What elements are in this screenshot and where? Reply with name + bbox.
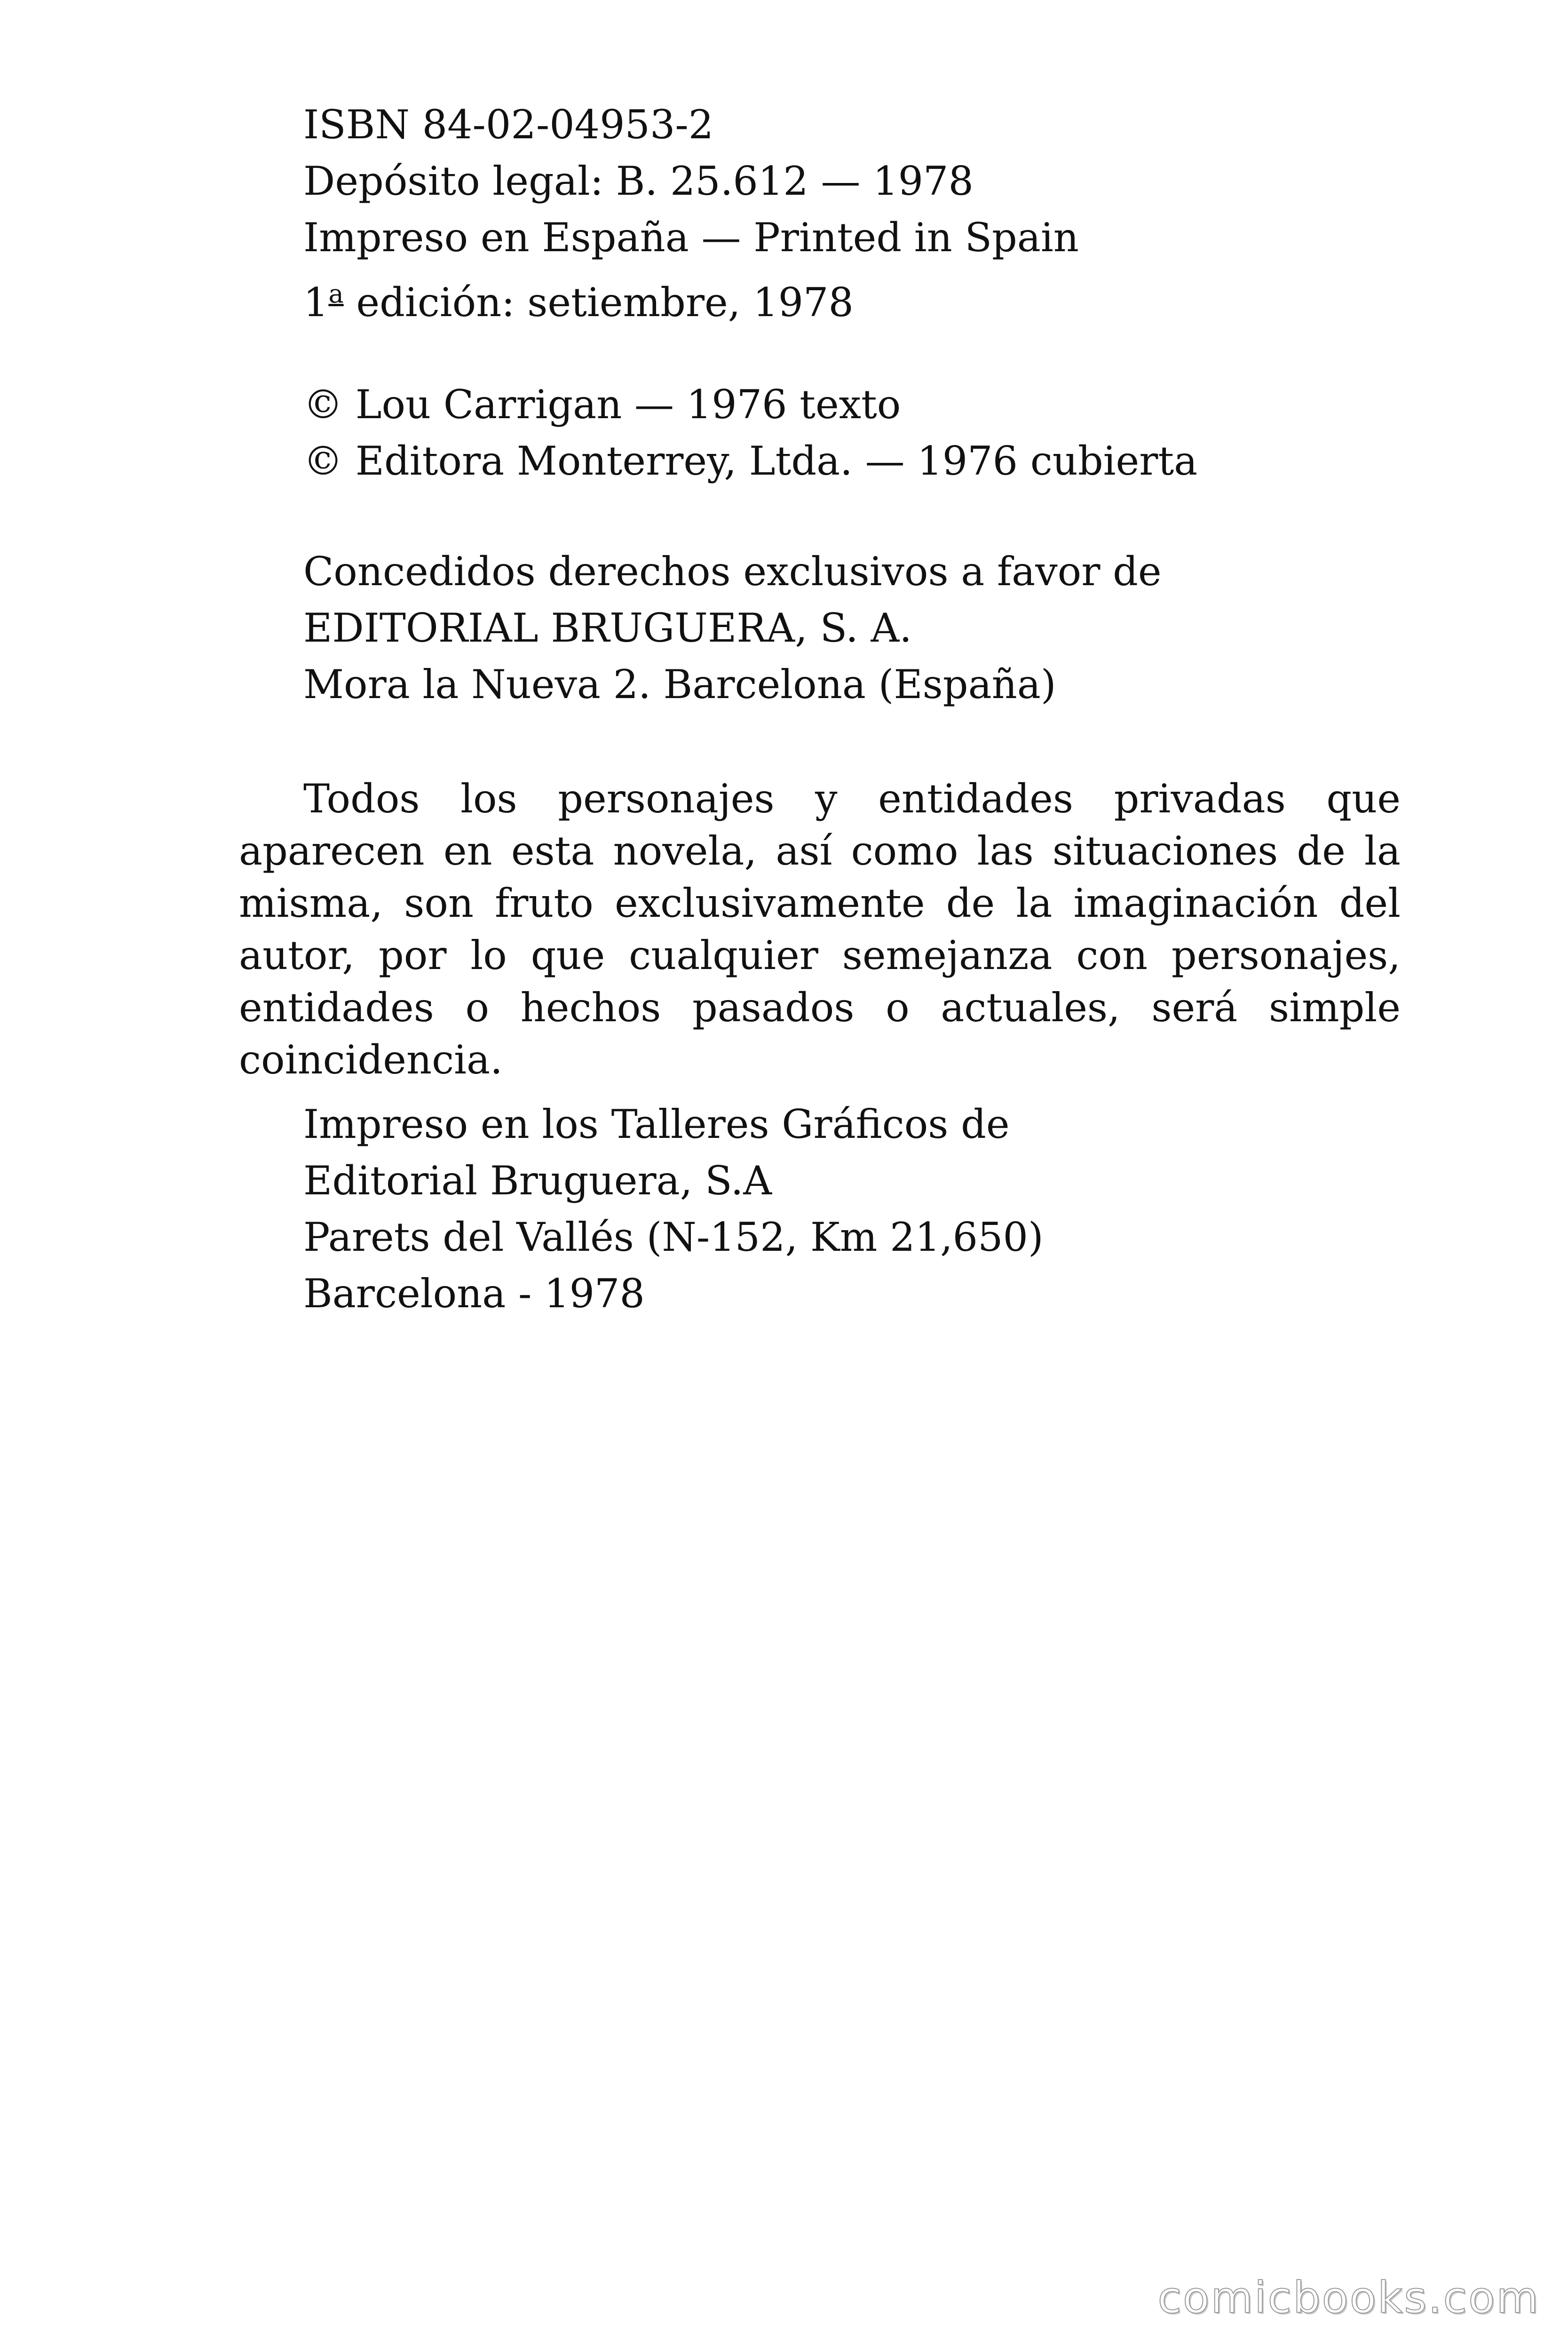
rights-line-2: EDITORIAL BRUGUERA, S. A. <box>303 605 912 651</box>
printer-line-2: Editorial Bruguera, S.A <box>303 1158 772 1204</box>
edition-line <box>303 266 1079 331</box>
watermark: comicbooks.com <box>1157 2273 1540 2323</box>
rights-line-1: Concedidos derechos exclusivos a favor de <box>303 548 1162 595</box>
edition-number: 1 <box>303 279 329 326</box>
printer-block <box>303 1096 1044 1322</box>
imprint-block <box>303 96 1079 331</box>
rights-block <box>303 543 1162 713</box>
copyright-cover-line: © Editora Monterrey, Ltda. — 1976 cubierta <box>303 438 1198 484</box>
disclaimer-paragraph: Todos los personajes y entidades privadas que aparecen en esta novela, así como las situaciones de la misma, son fruto exclusivamente de la imaginación del autor, por lo que cualquier semejanza con personajes, entidades o hechos pasados o actuales, será simple coincidencia. <box>239 776 1401 1083</box>
copyright-text-line: © Lou Carrigan — 1976 texto <box>303 381 901 428</box>
copyright-block <box>303 376 1197 489</box>
edition-ordinal: a <box>328 279 344 309</box>
printed-in-line: Impreso en España — Printed in Spain <box>303 215 1079 261</box>
rights-line-3: Mora la Nueva 2. Barcelona (España) <box>303 661 1056 707</box>
deposito-legal-line: Depósito legal: B. 25.612 — 1978 <box>303 158 974 204</box>
printer-line-4: Barcelona - 1978 <box>303 1271 645 1317</box>
printer-line-3: Parets del Vallés (N-152, Km 21,650) <box>303 1214 1044 1260</box>
printer-line-1: Impreso en los Talleres Gráficos de <box>303 1101 1010 1147</box>
isbn-line: ISBN 84-02-04953-2 <box>303 102 714 148</box>
edition-date: edición: setiembre, 1978 <box>343 279 854 326</box>
